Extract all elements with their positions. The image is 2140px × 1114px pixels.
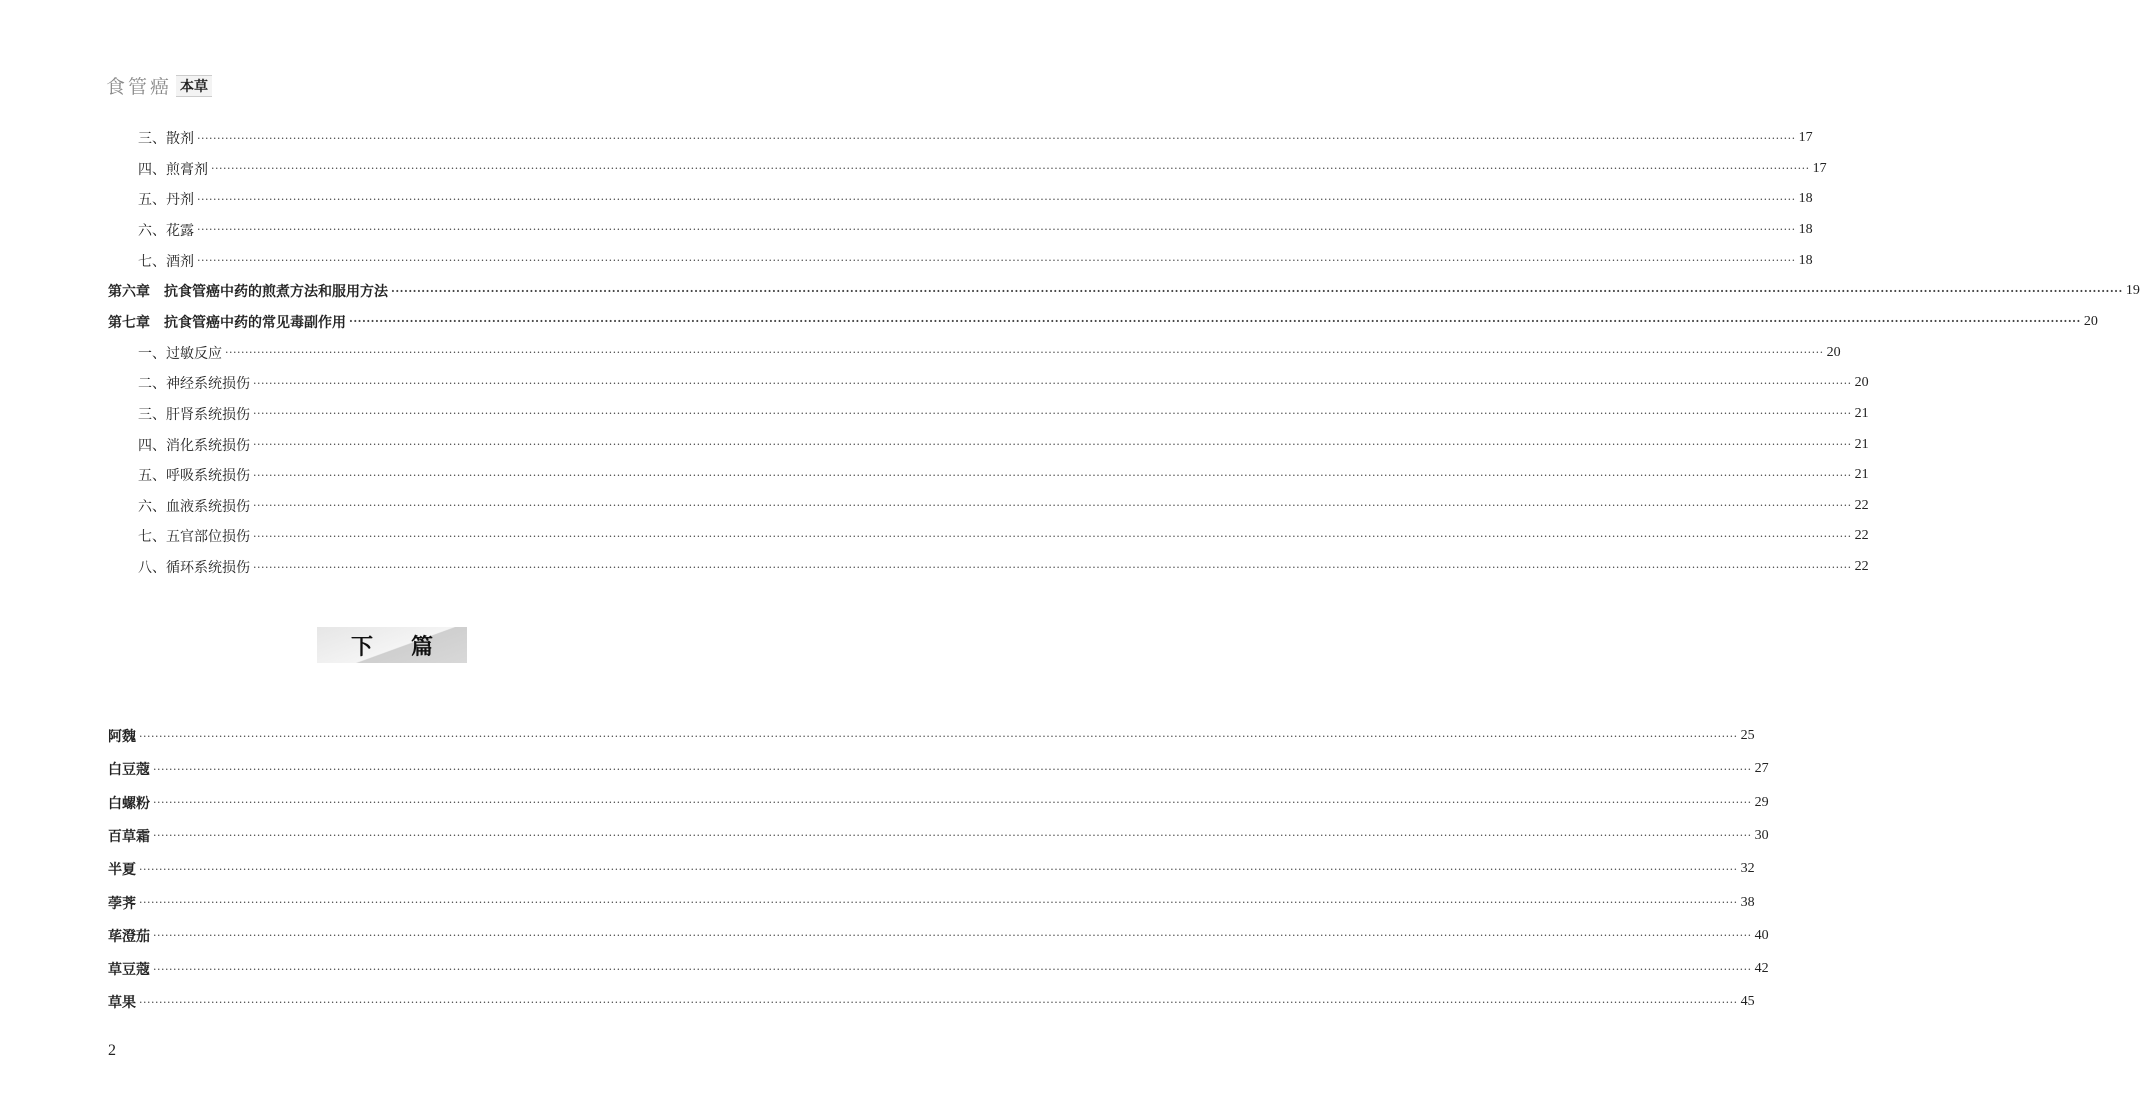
toc-entry-page: 32: [1740, 861, 1755, 877]
toc-entry-page: 29: [1754, 794, 1769, 810]
toc-entry-page: 20: [1854, 375, 1869, 391]
toc-entry-label: 六、花露: [138, 222, 194, 239]
dot-leader: ················································································································································································································································································································································································································: [153, 829, 1752, 843]
dot-leader: ················································································································································································································································································································································································································: [197, 254, 1796, 268]
toc-entry[interactable]: [138, 465, 1869, 485]
dot-leader: ················································································································································································································································································································································································································: [139, 862, 1738, 876]
toc-entry-page: 20: [1826, 344, 1841, 360]
toc-entry-label: 一、过敏反应: [138, 345, 222, 362]
toc-entry[interactable]: [138, 189, 1813, 209]
dot-leader: ················································································································································································································································································································································································································: [153, 962, 1752, 976]
toc-entry[interactable]: [108, 793, 1769, 813]
toc-entry[interactable]: [138, 343, 1841, 363]
dot-leader: ················································································································································································································································································································································································································: [349, 315, 2081, 329]
dot-leader: ················································································································································································································································································································································································································: [197, 131, 1796, 145]
dot-leader: ················································································································································································································································································································································································································: [225, 346, 1824, 360]
dot-leader: ················································································································································································································································································································································································································: [211, 162, 1810, 176]
dot-leader: ················································································································································································································································································································································································································: [139, 995, 1738, 1009]
toc-entry-page: 20: [2083, 313, 2098, 329]
toc-entry-label: 阿魏: [108, 729, 136, 745]
toc-entry-page: 17: [1798, 130, 1813, 145]
toc-entry-page: 21: [1854, 436, 1869, 452]
toc-entry[interactable]: [108, 926, 1769, 946]
toc-entry-label: 荸荠: [108, 895, 136, 912]
toc-entry-page: 21: [1854, 405, 1869, 421]
dot-leader: ················································································································································································································································································································································································································: [253, 376, 1852, 390]
dot-leader: ················································································································································································································································································································································································································: [153, 762, 1752, 776]
toc-entry-page: 42: [1754, 961, 1769, 977]
dot-leader: ················································································································································································································································································································································································································: [253, 468, 1852, 482]
toc-entry-page: 38: [1740, 894, 1755, 910]
dot-leader: ················································································································································································································································································································································································································: [153, 929, 1752, 943]
toc-entry-page: 22: [1854, 497, 1869, 513]
dot-leader: ················································································································································································································································································································································································································: [253, 560, 1852, 574]
toc-entry[interactable]: [138, 373, 1869, 393]
toc-entry-page: 40: [1754, 927, 1769, 943]
toc-entry[interactable]: [138, 159, 1827, 179]
running-header: [106, 72, 212, 99]
dot-leader: ················································································································································································································································································································································································································: [197, 223, 1796, 237]
toc-entry[interactable]: [138, 220, 1813, 240]
toc-entry[interactable]: [138, 496, 1869, 516]
toc-entry[interactable]: [108, 859, 1755, 879]
dot-leader: ················································································································································································································································································································································································································: [139, 896, 1738, 909]
toc-entry-label: 三、肝肾系统损伤: [138, 406, 250, 423]
toc-entry-label: 七、酒剂: [138, 253, 194, 270]
toc-entry-page: 30: [1754, 827, 1769, 843]
dot-leader: ················································································································································································································································································································································································································: [253, 529, 1852, 543]
toc-entry-label: 三、散剂: [138, 131, 194, 147]
toc-entry-label: 七、五官部位损伤: [138, 529, 250, 546]
banner-right: 篇: [411, 633, 434, 660]
toc-entry-label: 八、循环系统损伤: [138, 560, 250, 577]
toc-entry[interactable]: [108, 826, 1769, 846]
toc-entry-label: 草果: [108, 995, 136, 1012]
dot-leader: ················································································································································································································································································································································································································: [139, 729, 1738, 743]
toc-entry[interactable]: [138, 557, 1869, 577]
toc-entry[interactable]: [138, 526, 1869, 546]
toc-entry-page: 25: [1740, 728, 1755, 743]
toc-entry-label: 四、煎膏剂: [138, 161, 208, 178]
toc-entry[interactable]: [108, 726, 1755, 746]
toc-entry[interactable]: [138, 128, 1813, 148]
dot-leader: ················································································································································································································································································································································································································: [253, 499, 1852, 513]
toc-entry-page: 19: [2125, 283, 2140, 299]
dot-leader: ················································································································································································································································································································································································································: [253, 407, 1852, 421]
toc-entry[interactable]: [138, 435, 1869, 455]
toc-entry[interactable]: [108, 959, 1769, 979]
dot-leader: ················································································································································································································································································································································································································: [253, 438, 1852, 451]
toc-entry-page: 18: [1798, 252, 1813, 268]
page-number: 2: [108, 1042, 116, 1059]
toc-entry-label: 白豆蔻: [108, 762, 150, 779]
dot-leader: ················································································································································································································································································································································································································: [391, 284, 2123, 298]
toc-entry-label: 五、丹剂: [138, 192, 194, 209]
banner-left: 下: [350, 633, 373, 660]
toc-entry[interactable]: [108, 281, 2140, 301]
dot-leader: ················································································································································································································································································································································································································: [153, 796, 1752, 810]
toc-entry-page: 27: [1754, 761, 1769, 777]
toc-entry[interactable]: [108, 992, 1755, 1012]
book-title: 食管癌: [106, 76, 173, 98]
toc-entry-label: 白螺粉: [108, 795, 150, 812]
toc-entry[interactable]: [138, 251, 1813, 271]
toc-entry-page: 18: [1798, 221, 1813, 237]
toc-entry-page: 17: [1812, 160, 1827, 176]
toc-entry[interactable]: [108, 312, 2098, 332]
book-title-tag: 本草: [176, 75, 212, 97]
dot-leader: ················································································································································································································································································································································································································: [197, 192, 1796, 206]
toc-entry-label: 荜澄茄: [108, 928, 150, 945]
toc-entry[interactable]: [108, 893, 1755, 913]
toc-entry[interactable]: [138, 404, 1869, 424]
toc-entry-page: 45: [1740, 994, 1755, 1010]
toc-entry-page: 22: [1854, 528, 1869, 544]
toc-entry-label: 二、神经系统损伤: [138, 376, 250, 393]
toc-entry-label: 五、呼吸系统损伤: [138, 468, 250, 485]
toc-entry-page: 21: [1854, 467, 1869, 483]
toc-entry-label: 第七章 抗食管癌中药的常见毒副作用: [108, 314, 346, 331]
toc-entry-label: 半夏: [108, 862, 136, 879]
toc-entry-label: 草豆蔻: [108, 962, 150, 979]
toc-entry-page: 22: [1854, 559, 1869, 575]
toc-entry-label: 四、消化系统损伤: [138, 437, 250, 454]
toc-entry-label: 百草霜: [108, 828, 150, 845]
part-banner: [317, 627, 467, 663]
toc-entry-label: 六、血液系统损伤: [138, 498, 250, 515]
toc-entry[interactable]: [108, 759, 1769, 779]
toc-entry-page: 18: [1798, 191, 1813, 207]
toc-entry-label: 第六章 抗食管癌中药的煎煮方法和服用方法: [108, 284, 388, 301]
